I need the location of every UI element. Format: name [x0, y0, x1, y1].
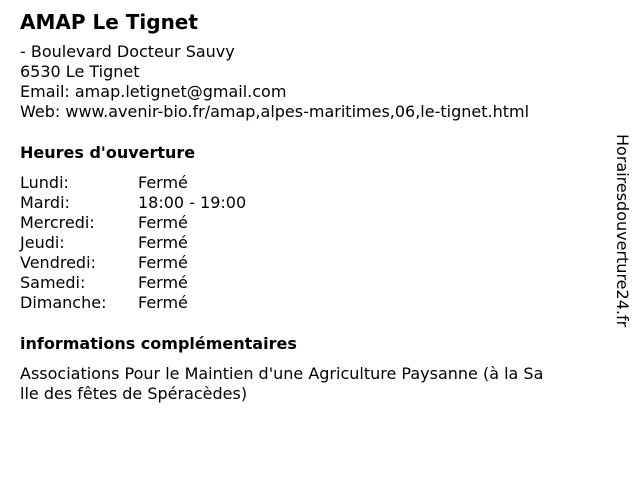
hours-value-lundi: Fermé	[138, 173, 188, 192]
website-link[interactable]: www.avenir-bio.fr/amap,alpes-maritimes,06,le-tignet.html	[65, 102, 530, 121]
email-link[interactable]: amap.letignet@gmail.com	[74, 82, 287, 101]
hours-heading: Heures d'ouverture	[20, 143, 196, 162]
hours-row-jeudi	[20, 233, 600, 253]
business-name: AMAP Le Tignet	[20, 10, 198, 34]
day-label-mercredi: Mercredi:	[20, 213, 95, 232]
hours-value-dimanche: Fermé	[138, 293, 188, 312]
hours-value-vendredi: Fermé	[138, 253, 188, 272]
day-label-jeudi: Jeudi:	[20, 233, 65, 252]
additional-info-line-1: Associations Pour le Maintien d'une Agriculture Paysanne (à la Sa	[20, 364, 544, 383]
additional-info-heading: informations complémentaires	[20, 334, 297, 353]
hours-value-samedi: Fermé	[138, 273, 188, 292]
address-line-1: - Boulevard Docteur Sauvy	[20, 42, 235, 61]
email-label: Email:	[20, 82, 70, 101]
hours-row-lundi	[20, 173, 600, 193]
hours-row-vendredi	[20, 253, 600, 273]
additional-info-text	[20, 364, 600, 404]
hours-value-mardi: 18:00 - 19:00	[138, 193, 247, 212]
email-row	[20, 82, 600, 102]
hours-value-mercredi: Fermé	[138, 213, 188, 232]
address-line-2: 6530 Le Tignet	[20, 62, 140, 81]
hours-row-mercredi	[20, 213, 600, 233]
hours-row-mardi	[20, 193, 600, 213]
web-label: Web:	[20, 102, 61, 121]
business-info-content	[20, 9, 600, 404]
hours-row-samedi	[20, 273, 600, 293]
day-label-lundi: Lundi:	[20, 173, 69, 192]
hours-row-dimanche	[20, 293, 600, 313]
additional-info-line-2: lle des fêtes de Spéracèdes)	[20, 384, 248, 403]
day-label-samedi: Samedi:	[20, 273, 86, 292]
day-label-vendredi: Vendredi:	[20, 253, 96, 272]
web-row	[20, 102, 600, 122]
hours-value-jeudi: Fermé	[138, 233, 188, 252]
day-label-mardi: Mardi:	[20, 193, 70, 212]
day-label-dimanche: Dimanche:	[20, 293, 107, 312]
site-watermark: Horairesdouverture24.fr	[613, 134, 632, 328]
